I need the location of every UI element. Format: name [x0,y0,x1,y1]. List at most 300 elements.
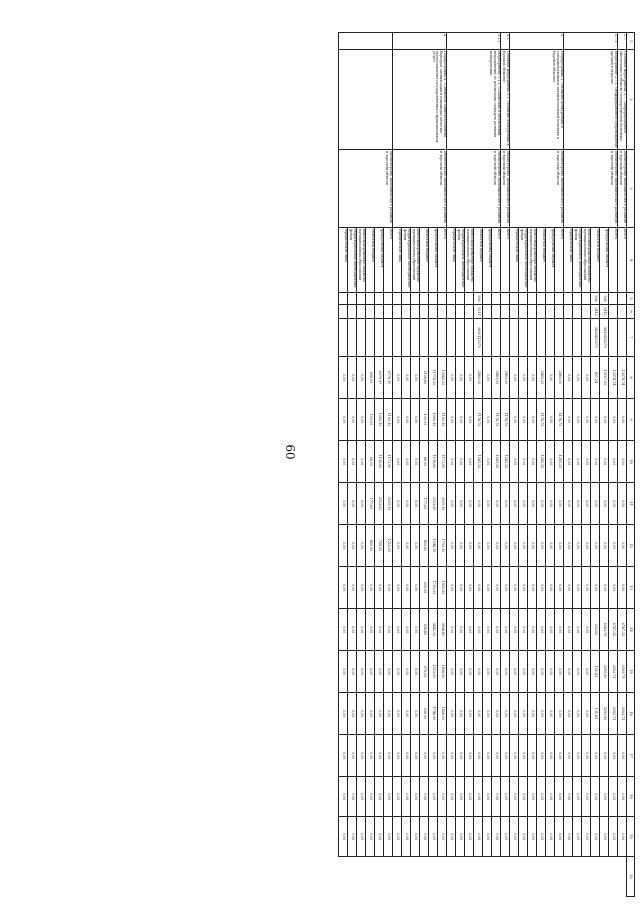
amount-cell: 0,00 [339,693,348,735]
funding-source-cell: юридические лица [339,228,348,293]
amount-cell: 0,00 [456,399,465,441]
section-code-cell [465,305,474,319]
amount-cell: 0,00 [348,735,357,777]
funding-source-cell: юридические лица [564,228,573,293]
grbs-code-cell [420,293,429,305]
target-article-cell [546,319,555,357]
amount-cell: 3023,50 [375,483,384,525]
amount-cell: 0,00 [339,609,348,651]
section-code-cell [582,305,591,319]
amount-cell: 1281,25 [537,441,546,483]
amount-cell: 0,00 [339,441,348,483]
amount-cell: 0,00 [456,441,465,483]
amount-cell: 0,00 [447,651,456,693]
amount-cell: 0,00 [357,483,366,525]
amount-cell: 0,00 [519,567,528,609]
budget-table [338,32,635,897]
amount-cell: 0,00 [402,525,411,567]
funding-source-cell: территориальные внебюджетные фонды [348,228,357,293]
amount-cell: 6787,32 [609,609,618,651]
amount-cell: 453,90 [420,525,429,567]
amount-cell: 0,00 [546,525,555,567]
amount-cell: 0,00 [474,735,483,777]
amount-cell: 0,00 [438,735,447,777]
amount-cell: 0,00 [546,651,555,693]
amount-cell: 0,00 [492,651,501,693]
amount-cell: 0,00 [447,357,456,399]
section-code-cell: 0412 [600,305,609,319]
target-article-cell [537,319,546,357]
table-row [492,33,501,897]
amount-cell: 0,00 [438,777,447,817]
amount-cell: 0,00 [591,441,600,483]
amount-cell: 0,00 [402,609,411,651]
amount-cell: 0,00 [348,651,357,693]
amount-cell: 13167,50 [600,357,609,399]
amount-cell: 3291,90 [600,693,609,735]
amount-cell: 0,00 [618,567,627,609]
section-code-cell [402,305,411,319]
amount-cell: 0,00 [546,357,555,399]
amount-cell: 2126,80 [420,357,429,399]
amount-cell: 0,00 [483,357,492,399]
grbs-code-cell [447,293,456,305]
amount-cell: 0,00 [366,777,375,817]
amount-cell: 0,00 [402,817,411,857]
amount-cell: 0,00 [348,567,357,609]
funding-source-cell: федеральный бюджет [375,228,384,293]
amount-cell: 13574,74 [618,357,627,399]
amount-cell: 0,00 [501,651,510,693]
amount-cell: 0,00 [474,651,483,693]
amount-cell: 0,00 [501,525,510,567]
amount-cell: 0,00 [348,777,357,817]
row-number-cell: 3. [510,33,564,50]
amount-cell: 0,00 [582,525,591,567]
amount-cell: 0,00 [366,609,375,651]
amount-cell: 0,00 [465,483,474,525]
column-number-cell: 9 [627,399,635,441]
grbs-code-cell: 936 [600,293,609,305]
amount-cell: 0,00 [456,693,465,735]
amount-cell: 0,00 [339,651,348,693]
amount-cell: 1281,25 [501,441,510,483]
amount-cell: 0,00 [528,735,537,777]
grbs-code-cell [429,293,438,305]
row-number-cell: 3.1.1. [447,33,501,50]
funding-source-cell: консолидированные бюджеты муниципальных образований [465,228,474,293]
target-article-cell [366,319,375,357]
amount-cell: 0,00 [591,777,600,817]
amount-cell: 0,00 [465,399,474,441]
amount-cell: 3023,50 [429,483,438,525]
amount-cell: 0,00 [393,609,402,651]
amount-cell: 0,00 [582,483,591,525]
amount-cell: 0,00 [438,817,447,857]
column-number-cell: 2 [627,50,635,150]
amount-cell: 0,00 [402,357,411,399]
amount-cell: 0,00 [546,817,555,857]
amount-cell: 0,00 [348,399,357,441]
amount-cell: 0,00 [573,817,582,857]
amount-cell: 0,00 [573,735,582,777]
amount-cell: 0,00 [528,609,537,651]
amount-cell: 3201,10 [438,483,447,525]
column-number-cell: 7 [627,319,635,357]
amount-cell: 0,00 [411,777,420,817]
amount-cell: 0,00 [618,817,627,857]
amount-cell: 0,00 [609,483,618,525]
amount-cell: 0,00 [564,777,573,817]
amount-cell: 0,00 [582,399,591,441]
target-article-cell [375,319,384,357]
target-article-cell [573,319,582,357]
grbs-code-cell [411,293,420,305]
amount-cell: 0,00 [519,777,528,817]
amount-cell: 0,00 [384,609,393,651]
table-body [339,33,635,897]
amount-cell: 0,00 [600,735,609,777]
amount-cell: 1858,00 [438,651,447,693]
amount-cell: 0,00 [573,525,582,567]
rotated-page [95,32,635,879]
amount-cell: 0,00 [528,693,537,735]
amount-cell: 0,00 [492,609,501,651]
funding-source-cell: консолидированные бюджеты муниципальных образований [357,228,366,293]
amount-cell: 0,00 [393,525,402,567]
amount-cell: 0,00 [537,525,546,567]
funding-source-cell: федеральный бюджет [600,228,609,293]
section-code-cell [339,305,348,319]
funding-source-cell: консолидированные бюджеты муниципальных образований [582,228,591,293]
amount-cell: 0,00 [456,525,465,567]
amount-cell: 0,00 [474,817,483,857]
grbs-code-cell [348,293,357,305]
amount-cell: 3698,80 [438,609,447,651]
amount-cell: 1212,00 [384,525,393,567]
amount-cell: 0,00 [555,693,564,735]
amount-cell: 0,00 [564,441,573,483]
amount-cell: 0,00 [465,817,474,857]
grbs-code-cell [510,293,519,305]
amount-cell: 0,00 [555,567,564,609]
funding-source-cell: юридические лица [447,228,456,293]
amount-cell: 0,00 [528,357,537,399]
grbs-code-cell [456,293,465,305]
amount-cell: 0,00 [447,525,456,567]
column-number-cell: 13 [627,567,635,609]
amount-cell: 0,00 [393,693,402,735]
grbs-code-cell [366,293,375,305]
amount-cell: 1172,90 [384,441,393,483]
target-article-cell [564,319,573,357]
amount-cell: 0,00 [339,567,348,609]
grbs-code-cell: 936 [474,293,483,305]
amount-cell: 0,00 [591,399,600,441]
amount-cell: 0,00 [501,777,510,817]
section-code-cell [573,305,582,319]
amount-cell: 0,00 [384,817,393,857]
amount-cell: 0,00 [519,357,528,399]
amount-cell: 759,50 [375,525,384,567]
amount-cell: 0,00 [492,817,501,857]
section-code-cell: 0412 [591,305,600,319]
funding-source-cell: областной бюджет [366,228,375,293]
amount-cell: 0,00 [582,735,591,777]
section-code-cell [420,305,429,319]
section-code-cell [564,305,573,319]
amount-cell: 1106,90 [429,441,438,483]
column-number-cell: 1 [627,33,635,50]
amount-cell: 206,00 [420,693,429,735]
amount-cell: 0,00 [501,817,510,857]
row-number-cell: 2.7. [618,33,627,50]
funding-source-cell: юридические лица [393,228,402,293]
amount-cell: 0,00 [555,777,564,817]
executor-cell: Министерство экономического развития и торговли области [393,150,447,228]
funding-source-cell: областной бюджет [474,228,483,293]
amount-cell: 0,00 [537,483,546,525]
amount-cell: 0,00 [501,483,510,525]
amount-cell: 1750,90 [429,567,438,609]
amount-cell: 101,81 [591,693,600,735]
amount-cell: 177,60 [366,483,375,525]
amount-cell: 1248,10 [429,525,438,567]
amount-cell: 0,00 [528,483,537,525]
amount-cell: 0,00 [402,399,411,441]
amount-cell: 0,00 [402,651,411,693]
amount-cell: 0,00 [411,441,420,483]
amount-cell: 0,00 [537,735,546,777]
target-article-cell [465,319,474,357]
amount-cell: 0,00 [465,441,474,483]
amount-cell: 0,00 [555,735,564,777]
amount-cell: 1281,25 [555,441,564,483]
amount-cell: 0,00 [375,651,384,693]
section-code-cell [555,305,564,319]
section-code-cell [456,305,465,319]
amount-cell: 0,00 [537,817,546,857]
amount-cell: 0,00 [510,817,519,857]
amount-cell: 0,00 [447,817,456,857]
amount-cell: 0,00 [564,399,573,441]
amount-cell: 0,00 [609,777,618,817]
target-article-cell [510,319,519,357]
funding-source-cell: Всего [501,228,510,293]
amount-cell: 0,00 [483,483,492,525]
amount-cell: 0,00 [501,567,510,609]
amount-cell: 0,00 [384,567,393,609]
amount-cell: 0,00 [600,567,609,609]
amount-cell: 0,00 [402,735,411,777]
target-article-cell [618,319,627,357]
amount-cell: 0,00 [591,525,600,567]
amount-cell: 0,00 [510,609,519,651]
funding-source-cell: территориальные внебюджетные фонды [519,228,528,293]
section-code-cell [393,305,402,319]
amount-cell: 0,00 [366,693,375,735]
section-code-cell [429,305,438,319]
funding-source-cell: Всего [492,228,501,293]
amount-cell: 0,00 [537,693,546,735]
amount-cell: 0,00 [456,567,465,609]
amount-cell: 0,00 [357,735,366,777]
amount-cell: 0,00 [492,525,501,567]
amount-cell: 0,00 [375,567,384,609]
funding-source-cell: территориальные внебюджетные фонды [456,228,465,293]
measure-name-cell: Подпрограмма 3. «Развитие конкуренции и совершенствование антимонопольной политики в Курской области» [510,50,564,150]
amount-cell: 0,00 [474,693,483,735]
amount-cell: 0,00 [411,357,420,399]
amount-cell: 0,00 [555,609,564,651]
amount-cell: 66,00 [366,441,375,483]
amount-cell: 0,00 [573,567,582,609]
amount-cell: 0,00 [456,651,465,693]
section-code-cell [537,305,546,319]
amount-cell: 0,00 [483,817,492,857]
amount-cell: 0,00 [465,357,474,399]
amount-cell: 256,80 [420,609,429,651]
amount-cell: 0,00 [411,567,420,609]
funding-source-cell: федеральный бюджет [483,228,492,293]
amount-cell: 0,00 [483,441,492,483]
amount-cell: 0,00 [375,817,384,857]
amount-cell: 0,00 [447,735,456,777]
amount-cell: 0,00 [564,651,573,693]
amount-cell: 0,00 [564,735,573,777]
column-number-cell: 15 [627,651,635,693]
amount-cell: 0,00 [348,357,357,399]
measure-name-cell: Подпрограмма 4. «Снижение административных барьеров, оптимизация и повышение качества предоставления государственных и муниципальных услуг» [393,50,447,150]
measure-name-cell: Мероприятие 2.7.1. «Информационное сопровождение органов в отрасли» [564,50,618,150]
amount-cell: 0,00 [393,357,402,399]
amount-cell: 0,00 [474,777,483,817]
amount-cell: 0,00 [456,483,465,525]
column-number-cell: 17 [627,735,635,777]
column-number-cell: 19 [627,817,635,857]
column-number-cell: 20 [627,857,635,897]
section-code-cell [483,305,492,319]
amount-cell: 0,00 [420,735,429,777]
amount-cell: 101,81 [591,651,600,693]
amount-cell: 0,00 [420,817,429,857]
amount-cell: 0,00 [546,567,555,609]
amount-cell: 2460,00 [474,357,483,399]
amount-cell: 0,00 [375,693,384,735]
amount-cell: 0,00 [546,609,555,651]
amount-cell: 0,00 [483,693,492,735]
funding-source-cell: Всего [555,228,564,293]
amount-cell: 0,00 [357,693,366,735]
amount-cell: 0,00 [393,817,402,857]
amount-cell: 0,00 [483,777,492,817]
amount-cell: 0,00 [465,525,474,567]
amount-cell: 452,50 [366,525,375,567]
amount-cell: 0,00 [546,483,555,525]
target-article-cell [483,319,492,357]
amount-cell: 0,00 [519,525,528,567]
amount-cell: 3393,71 [609,651,618,693]
amount-cell: 0,00 [357,441,366,483]
amount-cell: 0,00 [483,567,492,609]
amount-cell: 2460,00 [492,357,501,399]
amount-cell: 0,00 [465,693,474,735]
target-article-cell [528,319,537,357]
amount-cell: 0,00 [348,693,357,735]
target-article-cell [429,319,438,357]
amount-cell: 0,00 [519,609,528,651]
amount-cell: 0,00 [510,651,519,693]
column-number-cell: 6 [627,305,635,319]
amount-cell: 3393,71 [609,693,618,735]
section-code-cell [375,305,384,319]
amount-cell: 0,00 [357,399,366,441]
amount-cell: 0,00 [600,525,609,567]
amount-cell: 0,00 [591,817,600,857]
amount-cell: 0,00 [501,735,510,777]
amount-cell: 0,00 [474,483,483,525]
section-code-cell [438,305,447,319]
target-article-cell [357,319,366,357]
amount-cell: 0,00 [564,609,573,651]
amount-cell: 0,00 [618,483,627,525]
amount-cell: 0,00 [339,735,348,777]
amount-cell: 0,00 [501,693,510,735]
amount-cell: 0,00 [582,817,591,857]
amount-cell: 0,00 [420,777,429,817]
amount-cell: 0,00 [618,399,627,441]
amount-cell: 0,00 [393,777,402,817]
amount-cell: 0,00 [375,777,384,817]
amount-cell: 0,00 [582,651,591,693]
grbs-code-cell [528,293,537,305]
amount-cell: 0,00 [564,525,573,567]
amount-cell: 0,00 [609,525,618,567]
grbs-code-cell [501,293,510,305]
amount-cell: 0,00 [519,735,528,777]
amount-cell: 6079,97 [375,357,384,399]
amount-cell: 696,13 [366,357,375,399]
amount-cell: 0,00 [519,693,528,735]
amount-cell: 0,00 [582,609,591,651]
amount-cell: 0,00 [600,777,609,817]
section-code-cell [609,305,618,319]
row-number-cell: 2.7.1. [564,33,618,50]
amount-cell: 0,00 [591,735,600,777]
amount-cell: 0,00 [348,817,357,857]
section-code-cell [348,305,357,319]
amount-cell: 0,00 [573,357,582,399]
amount-cell: 0,00 [573,483,582,525]
funding-source-cell: Всего [438,228,447,293]
amount-cell: 0,00 [348,483,357,525]
target-article-cell: 0820852270 [600,319,609,357]
funding-source-cell: консолидированные бюджеты муниципальных образований [411,228,420,293]
amount-cell: 0,00 [393,441,402,483]
amount-cell: 1090,10 [429,399,438,441]
amount-cell: 205,00 [420,567,429,609]
grbs-code-cell [483,293,492,305]
amount-cell: 0,00 [384,651,393,693]
amount-cell: 1190,10 [438,399,447,441]
amount-cell: 1172,90 [438,441,447,483]
section-code-cell [618,305,627,319]
amount-cell: 0,00 [456,357,465,399]
amount-cell: 0,00 [528,777,537,817]
target-article-cell [411,319,420,357]
amount-cell: 0,00 [546,693,555,735]
amount-cell: 1178,75 [537,399,546,441]
